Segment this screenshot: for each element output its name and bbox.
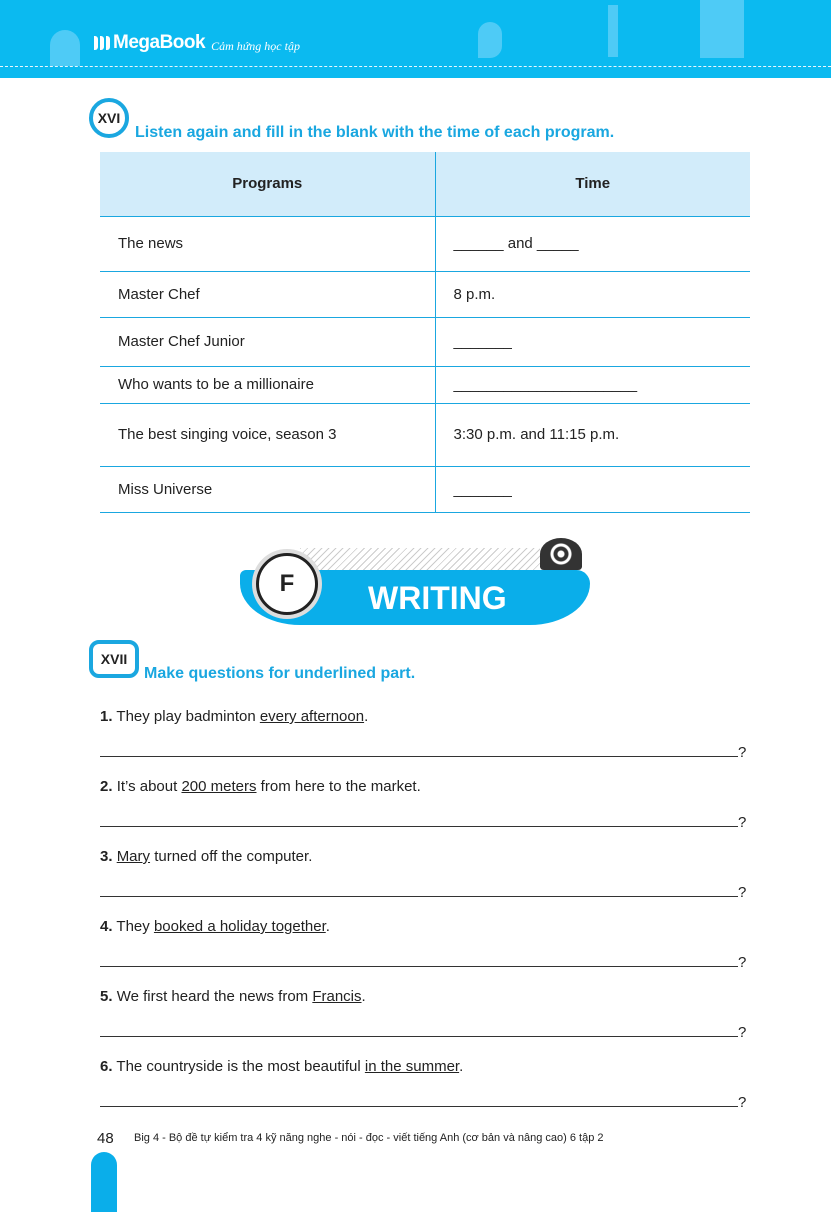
location-pin-icon	[478, 22, 502, 58]
brand-name: MegaBook	[113, 32, 206, 53]
answer-line[interactable]	[100, 743, 750, 761]
brand-logo	[94, 32, 205, 54]
answer-line[interactable]	[100, 1023, 750, 1041]
question-item	[100, 988, 366, 1005]
footer-text: Big 4 - Bộ đề tự kiểm tra 4 kỹ năng nghe - nói - đọc - viết tiếng Anh (cơ bản và nâng cao) 6 tập 2	[134, 1132, 604, 1144]
exercise-number-badge: XVI	[89, 98, 129, 138]
time-cell: ______ and _____	[435, 216, 750, 271]
program-cell: Master Chef	[100, 271, 435, 317]
time-cell: _______	[435, 317, 750, 366]
time-cell: 8 p.m.	[435, 271, 750, 317]
time-cell: ______________________	[435, 366, 750, 403]
brand-tagline: Cảm hứng học tập	[211, 39, 300, 53]
table-header-row	[100, 152, 750, 216]
table-row	[100, 317, 750, 366]
question-mark: ?	[738, 1094, 747, 1111]
question-text: from here to the market.	[256, 778, 421, 795]
table-row	[100, 366, 750, 403]
answer-blank[interactable]	[100, 1023, 738, 1037]
snail-icon	[540, 538, 582, 570]
exercise-instruction: Listen again and fill in the blank with the time of each program.	[135, 124, 615, 141]
exercise-number-badge: XVII	[89, 640, 139, 678]
answer-line[interactable]	[100, 1093, 750, 1111]
column-header: Time	[435, 152, 750, 216]
page-number: 48	[97, 1130, 114, 1147]
section-banner: WRITING	[240, 570, 590, 625]
underlined-part: booked a holiday together	[153, 918, 326, 935]
question-text: turned off the computer.	[150, 848, 313, 865]
answer-blank[interactable]	[100, 953, 738, 967]
question-item	[100, 778, 421, 795]
brand-row	[94, 32, 300, 54]
dome-illustration	[50, 30, 80, 66]
question-text: .	[459, 1058, 464, 1075]
question-item	[100, 918, 330, 935]
underlined-part: Mary	[116, 848, 151, 865]
time-cell: _______	[435, 466, 750, 512]
page-header	[0, 0, 831, 78]
question-text: It’s about	[116, 778, 182, 795]
program-cell: Master Chef Junior	[100, 317, 435, 366]
question-mark: ?	[738, 954, 747, 971]
question-text: The countryside is the most beautiful	[116, 1058, 365, 1075]
logo-mark-icon	[94, 36, 110, 50]
question-number: 5.	[100, 988, 113, 1005]
underlined-part: in the summer	[364, 1058, 460, 1075]
question-text: We first heard the news from	[116, 988, 313, 1005]
question-number: 6.	[100, 1058, 113, 1075]
question-number: 2.	[100, 778, 113, 795]
underlined-part: every afternoon	[259, 708, 365, 725]
underlined-part: Francis	[312, 988, 362, 1005]
program-cell: The best singing voice, season 3	[100, 403, 435, 466]
tower-illustration	[700, 0, 744, 58]
question-number: 1.	[100, 708, 113, 725]
hatch-decoration	[300, 548, 540, 570]
statue-illustration	[608, 5, 618, 57]
page-tab-decoration	[91, 1152, 117, 1212]
table-row	[100, 466, 750, 512]
header-divider	[0, 66, 831, 67]
table-row	[100, 271, 750, 317]
question-text: .	[325, 918, 330, 935]
table-row	[100, 216, 750, 271]
question-text: .	[364, 708, 369, 725]
table-row	[100, 403, 750, 466]
question-number: 3.	[100, 848, 113, 865]
answer-line[interactable]	[100, 813, 750, 831]
question-text: They	[116, 918, 154, 935]
question-text: They play badminton	[116, 708, 260, 725]
time-cell: 3:30 p.m. and 11:15 p.m.	[435, 403, 750, 466]
answer-line[interactable]	[100, 953, 750, 971]
question-item	[100, 848, 312, 865]
answer-blank[interactable]	[100, 813, 738, 827]
answer-line[interactable]	[100, 883, 750, 901]
question-mark: ?	[738, 814, 747, 831]
question-mark: ?	[738, 1024, 747, 1041]
program-cell: Miss Universe	[100, 466, 435, 512]
question-number: 4.	[100, 918, 113, 935]
answer-blank[interactable]	[100, 743, 738, 757]
answer-blank[interactable]	[100, 883, 738, 897]
question-mark: ?	[738, 884, 747, 901]
question-item	[100, 708, 368, 725]
answer-blank[interactable]	[100, 1093, 738, 1107]
question-item	[100, 1058, 463, 1075]
question-text: .	[361, 988, 366, 1005]
exercise-instruction: Make questions for underlined part.	[144, 665, 416, 682]
programs-table	[100, 152, 750, 513]
program-cell: Who wants to be a millionaire	[100, 366, 435, 403]
underlined-part: 200 meters	[181, 778, 257, 795]
column-header: Programs	[100, 152, 435, 216]
question-mark: ?	[738, 744, 747, 761]
program-cell: The news	[100, 216, 435, 271]
section-letter-badge: F	[256, 553, 318, 615]
